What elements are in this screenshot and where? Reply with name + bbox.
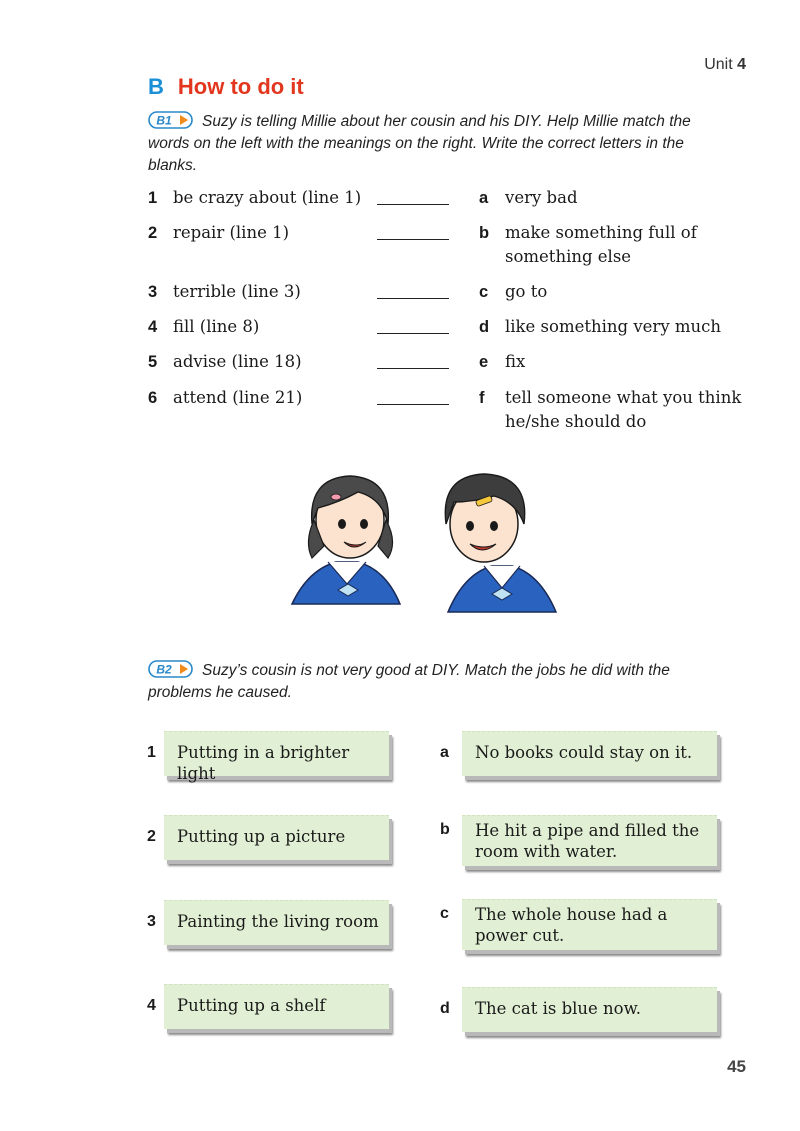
answer-blank[interactable] (377, 333, 449, 334)
row-letter: c (479, 283, 489, 301)
job-text: Painting the living room (177, 912, 379, 931)
svg-text:B1: B1 (156, 113, 172, 128)
row-word: repair (line 1) (173, 223, 290, 242)
problem-text: He hit a pipe and filled the room with water. (475, 821, 700, 861)
problem-letter: a (440, 744, 449, 761)
answer-blank[interactable] (377, 404, 449, 405)
answer-blank[interactable] (377, 368, 449, 369)
job-card[interactable] (164, 815, 389, 860)
problem-letter: c (440, 905, 449, 922)
problem-card[interactable] (462, 815, 717, 866)
row-letter: e (479, 353, 489, 371)
students-illustration (288, 462, 560, 620)
row-letter: a (479, 189, 489, 207)
row-letter: b (479, 224, 490, 242)
unit-label: Unit 4 (704, 56, 746, 73)
job-text: Putting up a shelf (177, 996, 326, 1015)
problem-card[interactable] (462, 987, 717, 1032)
problem-text: The cat is blue now. (475, 999, 642, 1018)
problem-text: No books could stay on it. (475, 743, 693, 762)
problem-letter: b (440, 821, 450, 838)
row-meaning: fix (505, 352, 526, 371)
problem-text: The whole house had a power cut. (475, 905, 668, 945)
section-letter: B (148, 74, 164, 99)
job-number: 3 (147, 913, 156, 930)
job-card[interactable] (164, 731, 389, 783)
problem-card[interactable] (462, 899, 717, 950)
girl-figure (292, 476, 400, 604)
row-word: terrible (line 3) (173, 282, 301, 301)
row-number: 1 (148, 189, 158, 207)
row-number: 5 (148, 353, 158, 371)
row-meaning: very bad (505, 188, 578, 207)
row-word: advise (line 18) (173, 352, 302, 371)
section-title (148, 74, 304, 100)
row-number: 2 (148, 224, 158, 242)
row-number: 6 (148, 389, 158, 407)
row-word: be crazy about (line 1) (173, 188, 362, 207)
row-meaning: make something full of something else (505, 223, 697, 266)
job-text: Putting up a picture (177, 827, 346, 846)
row-number: 4 (148, 318, 158, 336)
b1-instruction (148, 111, 728, 177)
svg-text:B2: B2 (156, 662, 172, 677)
job-number: 1 (147, 744, 156, 761)
b2-instruction (148, 660, 728, 704)
row-meaning: go to (505, 282, 548, 301)
job-number: 4 (147, 997, 156, 1014)
answer-blank[interactable] (377, 239, 449, 240)
answer-blank[interactable] (377, 298, 449, 299)
row-word: fill (line 8) (173, 317, 260, 336)
problem-letter: d (440, 1000, 450, 1017)
row-letter: d (479, 318, 490, 336)
row-letter: f (479, 389, 485, 407)
row-meaning: like something very much (505, 317, 722, 336)
job-text: Putting in a brighter light (177, 743, 350, 783)
section-heading: How to do it (177, 74, 304, 99)
row-meaning: tell someone what you think he/she should do (505, 388, 742, 431)
job-card[interactable] (164, 900, 389, 945)
row-word: attend (line 21) (173, 388, 303, 407)
job-card[interactable] (164, 984, 389, 1029)
answer-blank[interactable] (377, 204, 449, 205)
job-number: 2 (147, 828, 156, 845)
row-number: 3 (148, 283, 158, 301)
b1-badge-icon[interactable] (148, 111, 194, 129)
b1-instruction-text: Suzy is telling Millie about her cousin and his DIY. Help Millie match the words on the left with the meanings on the right. Write the correct letters in the blanks. (148, 113, 691, 174)
page-number: 45 (727, 1057, 746, 1076)
b2-badge-icon[interactable] (148, 660, 194, 678)
problem-card[interactable] (462, 731, 717, 776)
boy-figure (445, 474, 556, 612)
b2-instruction-text: Suzy’s cousin is not very good at DIY. Match the jobs he did with the problems he caused. (148, 662, 670, 701)
